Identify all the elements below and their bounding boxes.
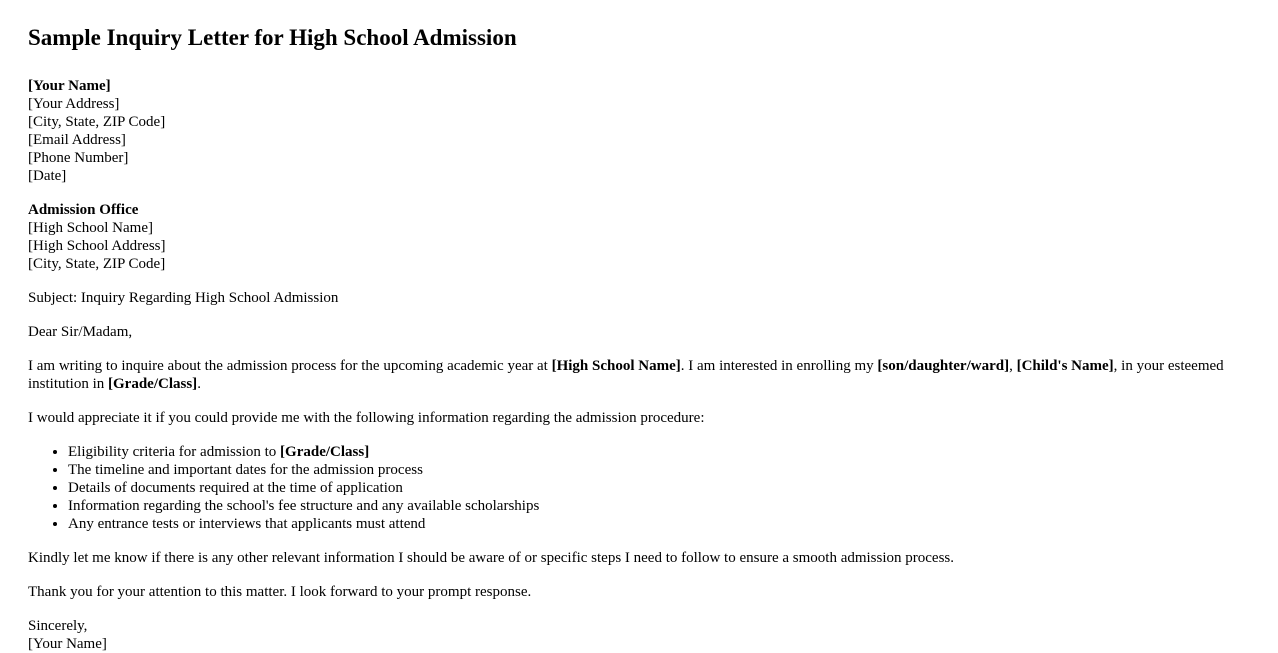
recipient-school-name: [High School Name] (28, 220, 153, 236)
list-item (68, 443, 1250, 461)
intro-relation: [son/daughter/ward] (877, 358, 1010, 374)
sender-city-state-zip: [City, State, ZIP Code] (28, 114, 166, 130)
intro-text-2: . I am interested in enrolling my (680, 358, 878, 374)
recipient-city-state-zip: [City, State, ZIP Code] (28, 256, 166, 272)
sender-block (28, 77, 1250, 185)
list-item-text: Eligibility criteria for admission to (68, 444, 281, 460)
sender-email: [Email Address] (28, 132, 126, 148)
intro-text-1: I am writing to inquire about the admission process for the upcoming academic year at (28, 358, 552, 374)
recipient-block (28, 201, 1250, 273)
subject-line: Subject: Inquiry Regarding High School Admission (28, 290, 339, 306)
sender-phone: [Phone Number] (28, 150, 129, 166)
recipient-school-address: [High School Address] (28, 238, 166, 254)
intro-school-name: [High School Name] (551, 358, 681, 374)
sender-address: [Your Address] (28, 96, 120, 112)
intro-grade: [Grade/Class] (108, 376, 198, 392)
closing-block (28, 617, 1250, 653)
recipient-office: Admission Office (28, 202, 139, 218)
list-item: • Information regarding the school's fee structure and any available scholarships (68, 497, 1250, 515)
intro-text-3: , (1009, 358, 1017, 374)
request-paragraph: I would appreciate it if you could provide me with the following information regarding the admission procedure: (28, 410, 705, 426)
info-request-list (28, 443, 1250, 533)
intro-child-name: [Child's Name] (1016, 358, 1114, 374)
list-item-grade: [Grade/Class] (280, 444, 370, 460)
intro-paragraph (28, 357, 1250, 393)
signature-name: [Your Name] (28, 636, 107, 652)
list-item: • Details of documents required at the time of application (68, 479, 1250, 497)
signoff: Sincerely, (28, 618, 88, 634)
intro-text-5: . (197, 376, 201, 392)
list-item: • Any entrance tests or interviews that applicants must attend (68, 515, 1250, 533)
page-title: Sample Inquiry Letter for High School Admission (28, 25, 517, 50)
thanks-paragraph: Thank you for your attention to this matter. I look forward to your prompt response. (28, 584, 532, 600)
sender-name: [Your Name] (28, 78, 111, 94)
sender-date: [Date] (28, 168, 67, 184)
intro-text-4: , in your esteemed institution in (28, 358, 1224, 392)
followup-paragraph: Kindly let me know if there is any other relevant information I should be aware of or specific steps I need to follow to ensure a smooth admission process. (28, 550, 955, 566)
salutation: Dear Sir/Madam, (28, 324, 133, 340)
list-item: • The timeline and important dates for the admission process (68, 461, 1250, 479)
